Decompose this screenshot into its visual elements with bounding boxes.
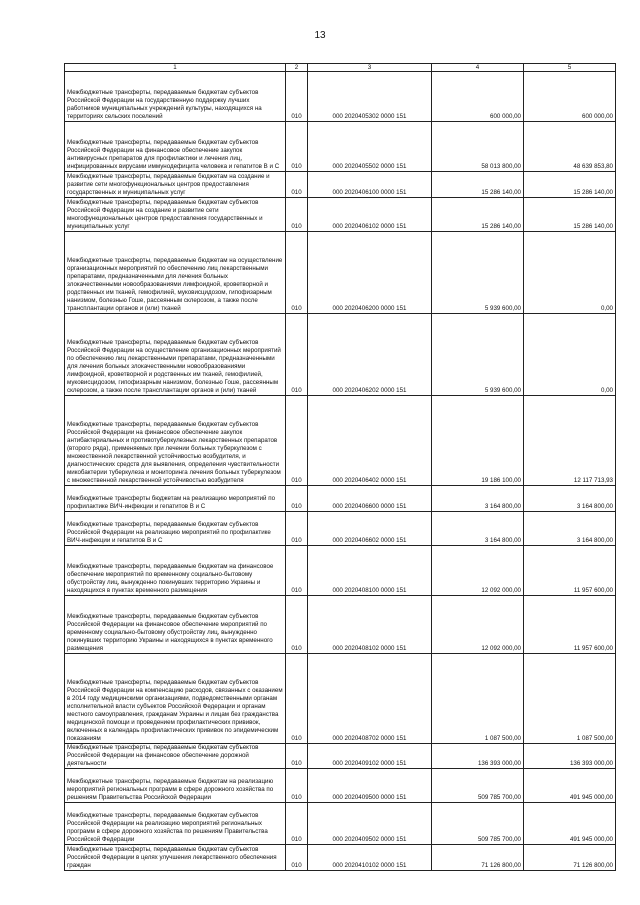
- approved-amount-cell: 136 393 000,00: [432, 744, 524, 769]
- admin-code-cell: 010: [286, 314, 308, 396]
- executed-amount-cell: 1 087 500,00: [524, 654, 616, 744]
- approved-amount-cell: 3 164 800,00: [432, 486, 524, 512]
- column-number: 1: [65, 64, 286, 72]
- table-row: [65, 396, 616, 486]
- admin-code-cell: 010: [286, 744, 308, 769]
- approved-amount-cell: 509 785 700,00: [432, 769, 524, 803]
- table-row: [65, 172, 616, 198]
- budget-classification-code-cell: 000 2020406102 0000 151: [308, 198, 432, 232]
- admin-code-cell: 010: [286, 396, 308, 486]
- table-row: [65, 654, 616, 744]
- indicator-name-cell: Межбюджетные трансферты, передаваемые бюджетам на реализацию мероприятий региональных программ в сфере дорожного хозяйства по решениям Правительства Российской Федерации: [65, 769, 286, 803]
- budget-classification-code-cell: 000 2020406402 0000 151: [308, 396, 432, 486]
- indicator-name-cell: Межбюджетные трансферты, передаваемые бюджетам субъектов Российской Федерации в целях улучшения лекарственного обеспечения граждан: [65, 845, 286, 871]
- table-row: [65, 769, 616, 803]
- budget-table: [64, 63, 616, 871]
- table-body: [65, 72, 616, 871]
- approved-amount-cell: 509 785 700,00: [432, 803, 524, 845]
- approved-amount-cell: 71 126 800,00: [432, 845, 524, 871]
- column-number: 4: [432, 64, 524, 72]
- indicator-name-cell: Межбюджетные трансферты, передаваемые бюджетам субъектов Российской Федерации на государственную поддержку лучших работников муниципальных учреждений культуры, находящихся на территориях сельских поселений: [65, 72, 286, 122]
- budget-classification-code-cell: 000 2020408100 0000 151: [308, 546, 432, 596]
- approved-amount-cell: 12 092 000,00: [432, 596, 524, 654]
- indicator-name-cell: Межбюджетные трансферты, передаваемые бюджетам субъектов Российской Федерации на создание и развитие сети многофункциональных центров предоставления государственных и муниципальных услуг: [65, 198, 286, 232]
- admin-code-cell: 010: [286, 596, 308, 654]
- executed-amount-cell: 0,00: [524, 314, 616, 396]
- column-number: 5: [524, 64, 616, 72]
- table-row: [65, 314, 616, 396]
- admin-code-cell: 010: [286, 546, 308, 596]
- admin-code-cell: 010: [286, 172, 308, 198]
- approved-amount-cell: 5 939 600,00: [432, 232, 524, 314]
- budget-classification-code-cell: 000 2020409102 0000 151: [308, 744, 432, 769]
- table-row: [65, 512, 616, 546]
- approved-amount-cell: 15 286 140,00: [432, 172, 524, 198]
- executed-amount-cell: 600 000,00: [524, 72, 616, 122]
- approved-amount-cell: 12 092 000,00: [432, 546, 524, 596]
- admin-code-cell: 010: [286, 654, 308, 744]
- budget-classification-code-cell: 000 2020406600 0000 151: [308, 486, 432, 512]
- indicator-name-cell: Межбюджетные трансферты, передаваемые бюджетам субъектов Российской Федерации на финансовое обеспечение закупок антибактериальных и противотуберкулезных лекарственных препаратов (второго ряда), применяемых при лечении больных туберкулезом с множественной лекарственной устойчивостью возбудителя, и диагностических средств для выявления, определения чувствительности микобактерии туберкулеза и мониторинга лечения больных туберкулезом с множественной лекарственной устойчивостью возбудителя: [65, 396, 286, 486]
- indicator-name-cell: Межбюджетные трансферты, передаваемые бюджетам субъектов Российской Федерации на финансовое обеспечение дорожной деятельности: [65, 744, 286, 769]
- budget-classification-code-cell: 000 2020406100 0000 151: [308, 172, 432, 198]
- budget-classification-code-cell: 000 2020409500 0000 151: [308, 769, 432, 803]
- executed-amount-cell: 136 393 000,00: [524, 744, 616, 769]
- table-row: [65, 232, 616, 314]
- executed-amount-cell: 3 164 800,00: [524, 512, 616, 546]
- indicator-name-cell: Межбюджетные трансферты, передаваемые бюджетам субъектов Российской Федерации на финансовое обеспечение закупок антивирусных препаратов для профилактики и лечения лиц, инфицированных вирусами иммунодефицита человека и гепатитов В и С: [65, 122, 286, 172]
- admin-code-cell: 010: [286, 845, 308, 871]
- executed-amount-cell: 48 639 853,80: [524, 122, 616, 172]
- admin-code-cell: 010: [286, 232, 308, 314]
- indicator-name-cell: Межбюджетные трансферты, передаваемые бюджетам на создание и развитие сети многофункциональных центров предоставления государственных и муниципальных услуг: [65, 172, 286, 198]
- budget-classification-code-cell: 000 2020406200 0000 151: [308, 232, 432, 314]
- executed-amount-cell: 0,00: [524, 232, 616, 314]
- indicator-name-cell: Межбюджетные трансферты, передаваемые бюджетам субъектов Российской Федерации на реализацию мероприятий по профилактике ВИЧ-инфекции и гепатитов В и С: [65, 512, 286, 546]
- approved-amount-cell: 5 939 600,00: [432, 314, 524, 396]
- admin-code-cell: 010: [286, 198, 308, 232]
- admin-code-cell: 010: [286, 122, 308, 172]
- approved-amount-cell: 58 013 800,00: [432, 122, 524, 172]
- executed-amount-cell: 15 286 140,00: [524, 172, 616, 198]
- table-row: [65, 72, 616, 122]
- budget-classification-code-cell: 000 2020410102 0000 151: [308, 845, 432, 871]
- approved-amount-cell: 15 286 140,00: [432, 198, 524, 232]
- admin-code-cell: 010: [286, 803, 308, 845]
- indicator-name-cell: Межбюджетные трансферты, передаваемые бюджетам субъектов Российской Федерации на осуществление организационных мероприятий по обеспечению лиц лекарственными препаратами, предназначенными для лечения больных злокачественными новообразованиями лимфоидной, кроветворной и родственных им тканей, гемофилией, муковисцидозом, гипофизарным нанизмом, болезнью Гоше, рассеянным склерозом, а также после трансплантации органов и (или) тканей: [65, 314, 286, 396]
- admin-code-cell: 010: [286, 486, 308, 512]
- executed-amount-cell: 491 945 000,00: [524, 803, 616, 845]
- column-number-row: [65, 64, 616, 72]
- budget-classification-code-cell: 000 2020408702 0000 151: [308, 654, 432, 744]
- executed-amount-cell: 3 164 800,00: [524, 486, 616, 512]
- table-row: [65, 596, 616, 654]
- column-number: 2: [286, 64, 308, 72]
- admin-code-cell: 010: [286, 769, 308, 803]
- table-row: [65, 486, 616, 512]
- table-row: [65, 546, 616, 596]
- budget-classification-code-cell: 000 2020409502 0000 151: [308, 803, 432, 845]
- approved-amount-cell: 600 000,00: [432, 72, 524, 122]
- indicator-name-cell: Межбюджетные трансферты, передаваемые бюджетам субъектов Российской Федерации на реализацию мероприятий региональных программ в сфере дорожного хозяйства по решениям Правительства Российской Федерации: [65, 803, 286, 845]
- table-row: [65, 845, 616, 871]
- budget-classification-code-cell: 000 2020405502 0000 151: [308, 122, 432, 172]
- table-row: [65, 122, 616, 172]
- column-number: 3: [308, 64, 432, 72]
- table-row: [65, 198, 616, 232]
- table-row: [65, 803, 616, 845]
- budget-classification-code-cell: 000 2020408102 0000 151: [308, 596, 432, 654]
- executed-amount-cell: 12 117 713,93: [524, 396, 616, 486]
- page-number: 13: [314, 30, 326, 41]
- indicator-name-cell: Межбюджетные трансферты, передаваемые бюджетам субъектов Российской Федерации на финансовое обеспечение мероприятий по временному социально-бытовому обустройству лиц, вынужденно покинувших территорию Украины и находящихся в пунктах временного размещения: [65, 596, 286, 654]
- executed-amount-cell: 491 945 000,00: [524, 769, 616, 803]
- table-row: [65, 744, 616, 769]
- budget-classification-code-cell: 000 2020405302 0000 151: [308, 72, 432, 122]
- executed-amount-cell: 15 286 140,00: [524, 198, 616, 232]
- approved-amount-cell: 19 186 100,00: [432, 396, 524, 486]
- admin-code-cell: 010: [286, 72, 308, 122]
- admin-code-cell: 010: [286, 512, 308, 546]
- approved-amount-cell: 3 164 800,00: [432, 512, 524, 546]
- indicator-name-cell: Межбюджетные трансферты, передаваемые бюджетам субъектов Российской Федерации на компенсацию расходов, связанных с оказанием в 2014 году медицинскими организациями, подведомственными органам исполнительной власти субъектов Российской Федерации и органам местного самоуправления, гражданам Украины и лицам без гражданства медицинской помощи и проведением профилактических прививок, включенных в календарь профилактических прививок по эпидемическим показаниям: [65, 654, 286, 744]
- indicator-name-cell: Межбюджетные трансферты, передаваемые бюджетам на осуществление организационных мероприятий по обеспечению лиц лекарственными препаратами, предназначенными для лечения больных злокачественными новообразованиями лимфоидной, кроветворной и родственных им тканей, гемофилией, муковисцидозом, гипофизарным нанизмом, болезнью Гоше, рассеянным склерозом, а также после трансплантации органов и (или) тканей: [65, 232, 286, 314]
- executed-amount-cell: 11 957 600,00: [524, 596, 616, 654]
- executed-amount-cell: 11 957 600,00: [524, 546, 616, 596]
- executed-amount-cell: 71 126 800,00: [524, 845, 616, 871]
- indicator-name-cell: Межбюджетные трансферты, передаваемые бюджетам на финансовое обеспечение мероприятий по временному социально-бытовому обустройству лиц, вынужденно покинувших территорию Украины и находящихся в пунктах временного размещения: [65, 546, 286, 596]
- approved-amount-cell: 1 087 500,00: [432, 654, 524, 744]
- budget-classification-code-cell: 000 2020406202 0000 151: [308, 314, 432, 396]
- budget-classification-code-cell: 000 2020406602 0000 151: [308, 512, 432, 546]
- indicator-name-cell: Межбюджетные трансферты бюджетам на реализацию мероприятий по профилактике ВИЧ-инфекции и гепатитов В и С: [65, 486, 286, 512]
